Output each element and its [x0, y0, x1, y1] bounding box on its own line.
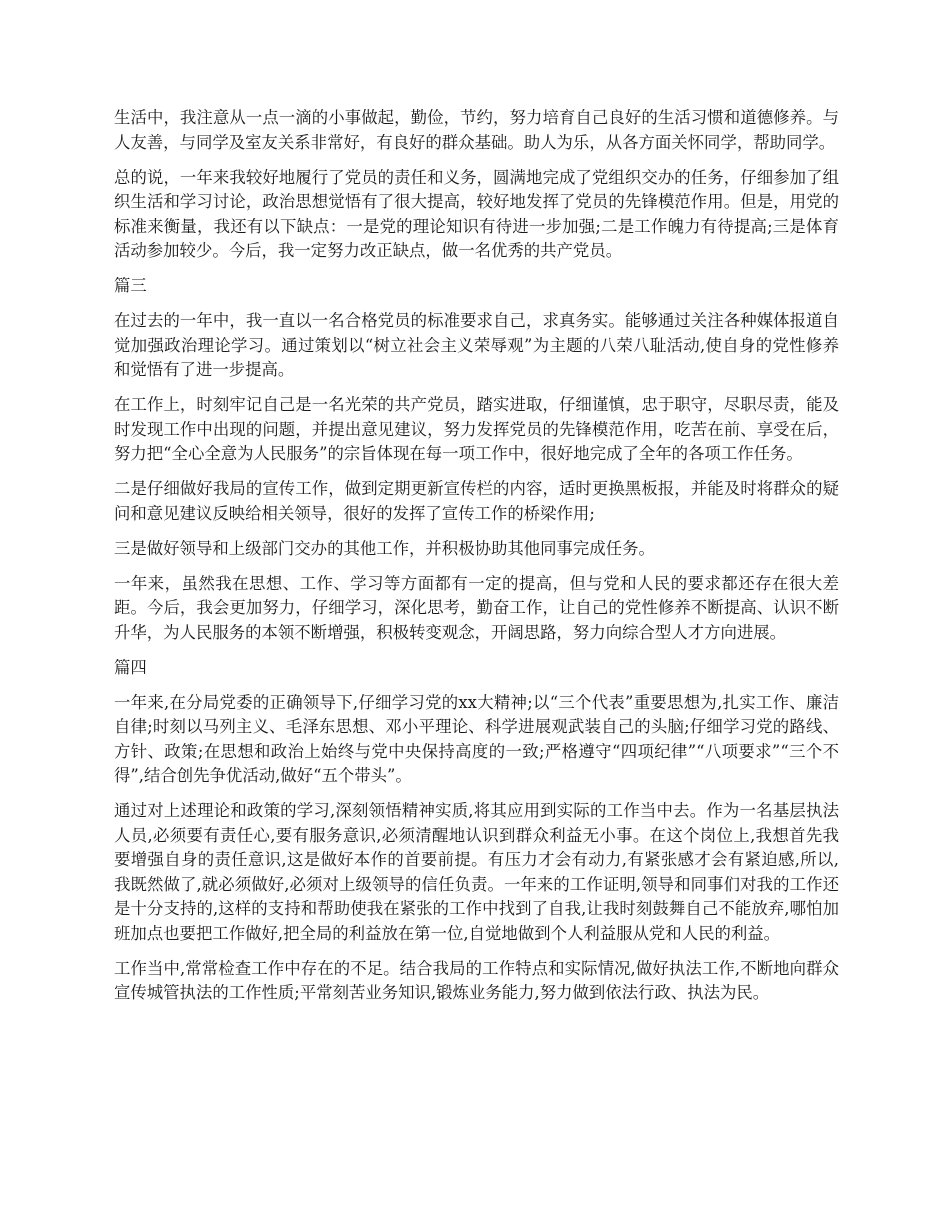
paragraph-2: 总的说，一年来我较好地履行了党员的责任和义务，圆满地完成了党组织交办的任务，仔细参加了组织生活和学习讨论，政治思想觉悟有了很大提高，较好地发挥了党员的先锋模范作用。但是，用党的标准来衡量，我还有以下缺点：一是党的理论知识有待进一步加强;二是工作魄力有待提高;三是体育活动参加较少。今后，我一定努力改正缺点，做一名优秀的共产党员。	[114, 167, 839, 260]
paragraph-9: 通过对上述理论和政策的学习,深刻领悟精神实质,将其应用到实际的工作当中去。作为一名基层执法人员,必须要有责任心,要有服务意识,必须清醒地认识到群众利益无小事。在这个岗位上,我想首先我要增强自身的责任意识,这是做好本作的首要前提。有压力才会有动力,有紧张感才会有紧迫感,所以,我既然做了,就必须做好,必须对上级领导的信任负责。一年来的工作证明,领导和同事们对我的工作还是十分支持的,这样的支持和帮助使我在紧张的工作中找到了自我,让我时刻鼓舞自己不能放弃,哪怕加班加点也要把工作做好,把全局的利益放在第一位,自觉地做到个人利益服从党和人民的利益。	[114, 801, 839, 943]
paragraph-3: 在过去的一年中，我一直以一名合格党员的标准要求自己，求真务实。能够通过关注各种媒体报道自觉加强政治理论学习。通过策划以“树立社会主义荣辱观”为主题的八荣八耻活动,使自身的党性修养和觉悟有了进一步提高。	[114, 311, 839, 379]
paragraph-4: 在工作上，时刻牢记自己是一名光荣的共产党员，踏实进取，仔细谨慎，忠于职守，尽职尽责，能及时发现工作中出现的问题，并提出意见建议，努力发挥党员的先锋模范作用，吃苦在前、享受在后，努力把“全心全意为人民服务”的宗旨体现在每一项工作中，很好地完成了全年的各项工作任务。	[114, 395, 839, 463]
paragraph-1: 生活中，我注意从一点一滴的小事做起，勤俭，节约，努力培育自己良好的生活习惯和道德修养。与人友善，与同学及室友关系非常好，有良好的群众基础。助人为乐，从各方面关怀同学，帮助同学。	[114, 108, 839, 152]
paragraph-7: 一年来，虽然我在思想、工作、学习等方面都有一定的提高，但与党和人民的要求都还存在很大差距。今后，我会更加努力，仔细学习，深化思考，勤奋工作，让自己的党性修养不断提高、认识不断升华，为人民服务的本领不断增强，积极转变观念，开阔思路，努力向综合型人才方向进展。	[114, 573, 839, 642]
paragraph-5: 二是仔细做好我局的宣传工作，做到定期更新宣传栏的内容，适时更换黑板报，并能及时将群众的疑问和意见建议反映给相关领导，很好的发挥了宣传工作的桥梁作用;	[114, 479, 839, 523]
paragraph-6: 三是做好领导和上级部门交办的其他工作，并积极协助其他同事完成任务。	[114, 538, 655, 558]
document-body	[114, 106, 839, 1016]
paragraph-8: 一年来,在分局党委的正确领导下,仔细学习党的xx大精神;以“三个代表”重要思想为,扎实工作、廉洁自律;时刻以马列主义、毛泽东思想、邓小平理论、科学进展观武装自己的头脑;仔细学习党的路线、方针、政策;在思想和政治上始终与党中央保持高度的一致;严格遵守“四项纪律”“八项要求”“三个不得”,结合创先争优活动,做好“五个带头”。	[114, 692, 839, 785]
section-heading-4: 篇四	[114, 657, 147, 677]
section-heading-3: 篇三	[114, 276, 147, 295]
paragraph-10: 工作当中,常常检查工作中存在的不足。结合我局的工作特点和实际情况,做好执法工作,不断地向群众宣传城管执法的工作性质;平常刻苦业务知识,锻炼业务能力,努力做到依法行政、执法为民。	[114, 958, 839, 1002]
